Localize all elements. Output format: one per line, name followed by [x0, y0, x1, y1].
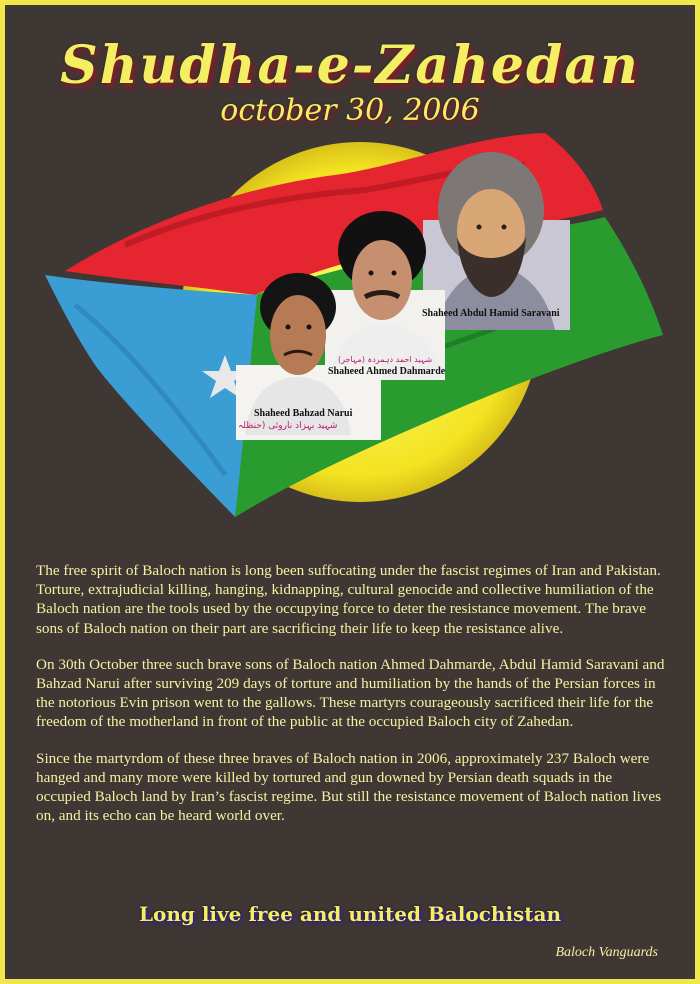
paragraph-2: On 30th October three such brave sons of Baloch nation Ahmed Dahmarde, Abdul Hamid Saravani and Bahzad Narui after surviving 209 days of torture and humiliation by the hands of the Persian forces in the notorious Evin prison went to the gallows. These martyrs courageously sacrificed their life for the freedom of the motherland in front of the public at the occupied Baloch city of Zahedan. [36, 655, 665, 731]
flag-blue-triangle [45, 275, 257, 517]
body-text [36, 561, 666, 842]
caption-dahmarde: Shaheed Ahmed Dahmarde [328, 366, 446, 377]
poster-title: Shudha-e-Zahedan [60, 35, 640, 96]
caption-narui: Shaheed Bahzad Narui [254, 408, 353, 419]
paragraph-3: Since the martyrdom of these three braves of Baloch nation in 2006, approximately 237 Baloch were hanged and many more were killed by tortured and gun downed by Persian death squads in the occupied Baloch land by Iran’s fascist regime. But still the resistance movement of Baloch nation lives on, and its echo can be heard world over. [36, 749, 662, 825]
caption-narui-urdu: شہید بہزاد ناروئی (حنظلہ [238, 421, 338, 431]
poster-date: october 30, 2006 [220, 93, 480, 128]
caption-dahmarde-urdu: شہید احمد دہمردہ (مہاجر) [338, 355, 433, 364]
signature: Baloch Vanguards [555, 945, 658, 960]
poster [5, 5, 695, 979]
slogan: Long live free and united Balochistan [138, 902, 562, 926]
paragraph-1: The free spirit of Baloch nation is long been suffocating under the fascist regimes of Iran and Pakistan. Torture, extrajudicial killing, hanging, kidnapping, cultural genocide and collective humiliation of the Baloch nation are the tools used by the occupying force to deter the resistance movement. The brave sons of Baloch nation on their part are sacrificing their life to keep the resistance alive. [36, 562, 661, 637]
flag-illustration [5, 5, 695, 545]
caption-saravani: Shaheed Abdul Hamid Saravani [422, 308, 560, 319]
